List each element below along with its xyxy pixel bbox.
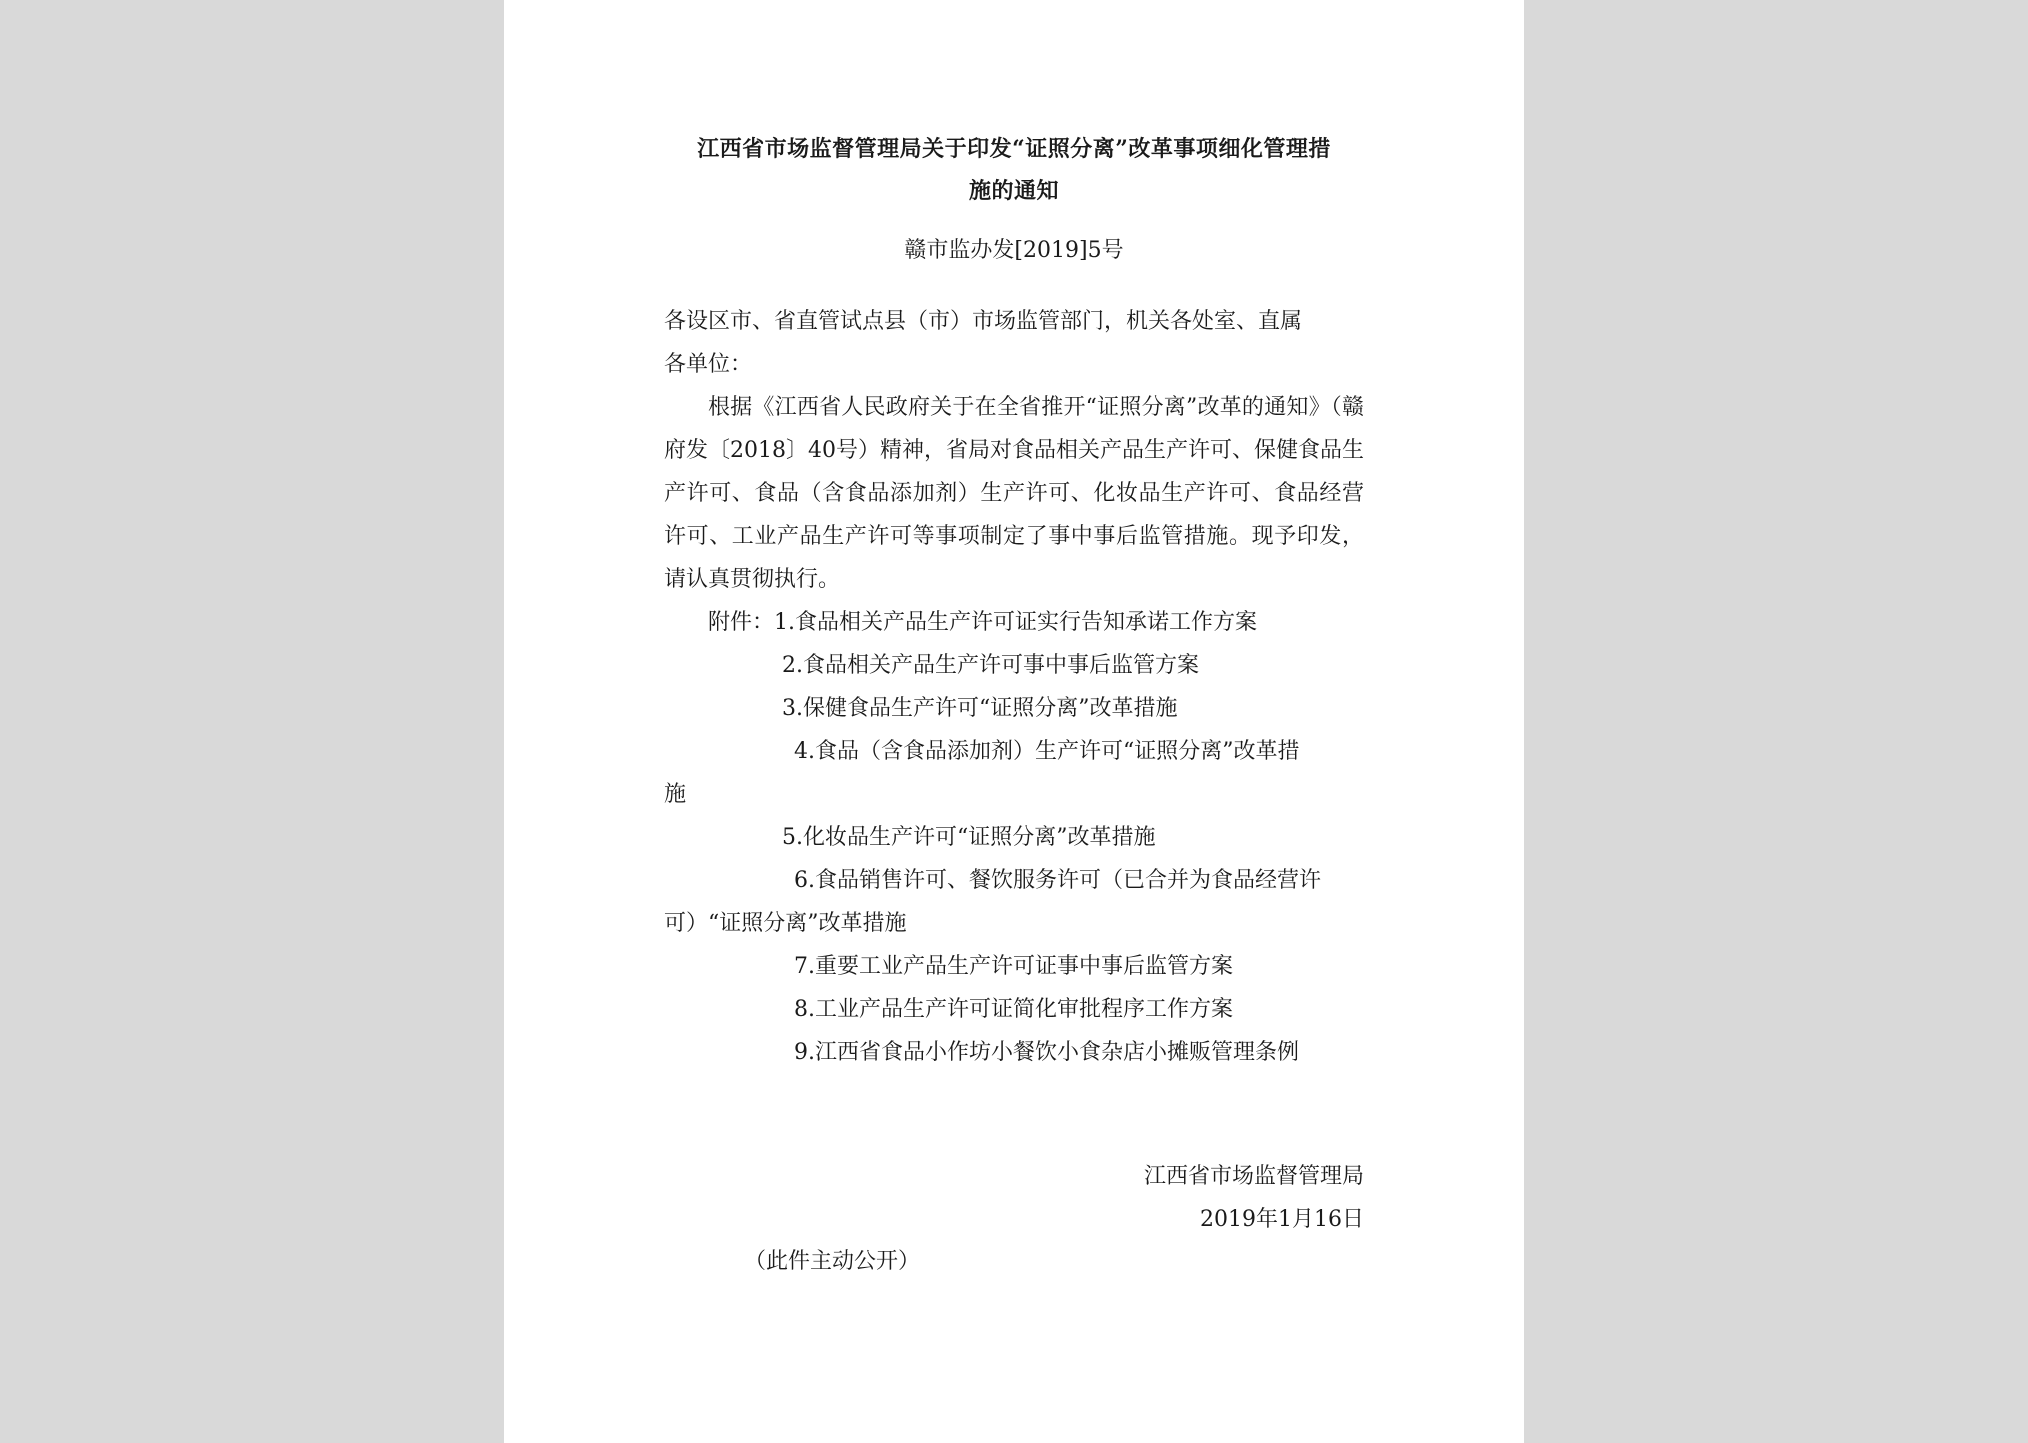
issue-date: 2019年1月16日 (1200, 1207, 1364, 1232)
document-page (504, 0, 1524, 1443)
attachment-item-6: 6.食品销售许可、餐饮服务许可（已合并为食品经营许 (794, 868, 1321, 893)
attachment-item-1: 1.食品相关产品生产许可证实行告知承诺工作方案 (774, 610, 1258, 635)
attachment-item-4-cont: 施 (664, 782, 687, 807)
signature-block (664, 1155, 1364, 1241)
attachment-first-line (664, 601, 1364, 644)
document-title (664, 128, 1364, 212)
attachment-item-2: 2.食品相关产品生产许可事中事后监管方案 (782, 653, 1199, 678)
attachment-item-6-cont: 可）“证照分离”改革措施 (664, 911, 907, 936)
attachment-item-8: 8.工业产品生产许可证简化审批程序工作方案 (794, 997, 1233, 1022)
document-number: 赣市监办发[2019]5号 (904, 238, 1124, 263)
attachments-label: 附件： (708, 610, 775, 635)
addressee-line-1: 各设区市、省直管试点县（市）市场监管部门，机关各处室、直属 (664, 309, 1303, 334)
addressee-line-2: 各单位： (664, 352, 753, 377)
main-paragraph: 根据《江西省人民政府关于在全省推开“证照分离”改革的通知》（赣府发〔2018〕40号）精神，省局对食品相关产品生产许可、保健食品生产许可、食品（含食品添加剂）生产许可、化妆品生产许可、食品经营许可、工业产品生产许可等事项制定了事中事后监管措施。现予印发，请认真贯彻执行。 (664, 395, 1364, 592)
issuer: 江西省市场监督管理局 (1143, 1164, 1364, 1189)
document-body (664, 300, 1364, 1074)
attachment-item-3: 3.保健食品生产许可“证照分离”改革措施 (782, 696, 1178, 721)
attachment-item-4: 4.食品（含食品添加剂）生产许可“证照分离”改革措 (794, 739, 1300, 764)
disclosure-note: （此件主动公开） (744, 1249, 921, 1274)
title-line-2: 施的通知 (968, 178, 1059, 204)
attachment-item-7: 7.重要工业产品生产许可证事中事后监管方案 (794, 954, 1233, 979)
attachment-item-9: 9.江西省食品小作坊小餐饮小食杂店小摊贩管理条例 (794, 1040, 1299, 1065)
title-line-1: 江西省市场监督管理局关于印发“证照分离”改革事项细化管理措 (697, 136, 1331, 162)
attachment-item-5: 5.化妆品生产许可“证照分离”改革措施 (782, 825, 1156, 850)
